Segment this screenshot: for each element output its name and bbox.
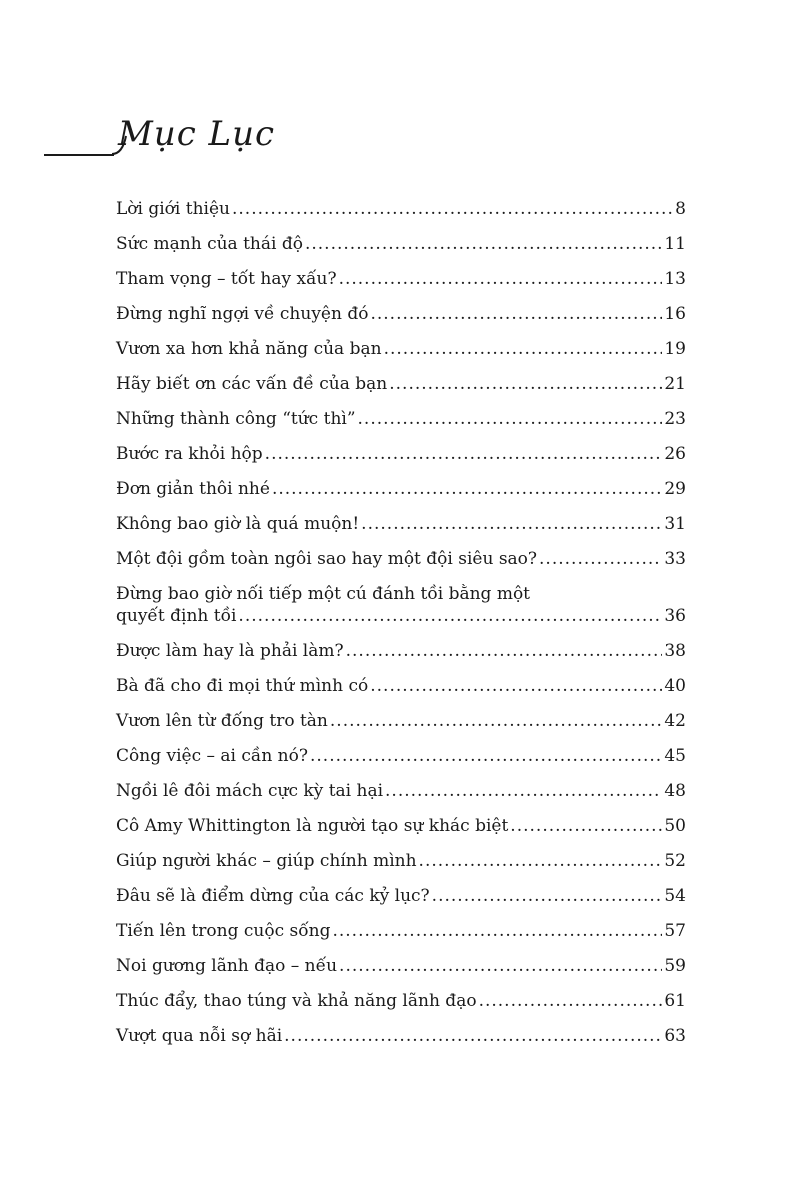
toc-entry-page: 57: [664, 921, 686, 941]
toc-entry-page: 48: [664, 781, 686, 801]
toc-entry[interactable]: [116, 675, 686, 710]
toc-entry-title: quyết định tồi: [116, 606, 237, 626]
toc-entry-page: 45: [664, 746, 686, 766]
toc-entry-title: Giúp người khác – giúp chính mình: [116, 851, 417, 871]
toc-entry[interactable]: [116, 780, 686, 815]
toc-entry-title: Tham vọng – tốt hay xấu?: [116, 269, 337, 289]
toc-entry-page: 11: [664, 234, 686, 254]
toc-entry[interactable]: [116, 815, 686, 850]
toc-entry-title: Lời giới thiệu: [116, 199, 230, 219]
leader-dots: [232, 198, 673, 220]
leader-dots: [310, 745, 662, 767]
toc-entry-title: Công việc – ai cần nó?: [116, 746, 308, 766]
leader-dots: [510, 815, 662, 837]
toc-entry-page: 13: [664, 269, 686, 289]
leader-dots: [284, 1025, 662, 1047]
toc-entry-page: 50: [664, 816, 686, 836]
toc-entry-page: 38: [664, 641, 686, 661]
toc-entry[interactable]: [116, 268, 686, 303]
toc-entry-page: 52: [664, 851, 686, 871]
leader-dots: [361, 513, 662, 535]
toc-entry-title-line1: Đừng bao giờ nối tiếp một cú đánh tồi bằng một: [116, 584, 531, 604]
leader-dots: [339, 955, 662, 977]
toc-entry[interactable]: [116, 548, 686, 583]
leader-dots: [419, 850, 663, 872]
toc-entry-title: Một đội gồm toàn ngôi sao hay một đội siêu sao?: [116, 549, 538, 569]
toc-entry[interactable]: [116, 338, 686, 373]
toc-entry[interactable]: [116, 1025, 686, 1060]
leader-dots: [332, 920, 662, 942]
toc-entry-page: 63: [664, 1026, 686, 1046]
toc-entry[interactable]: [116, 583, 686, 640]
toc-entry[interactable]: [116, 745, 686, 780]
leader-dots: [330, 710, 662, 732]
toc-entry[interactable]: [116, 233, 686, 268]
toc-entry-page: 26: [664, 444, 686, 464]
leader-dots: [432, 885, 663, 907]
toc-entry-page: 21: [664, 374, 686, 394]
toc-entry-page: 33: [664, 549, 686, 569]
toc-entry-title: Ngồi lê đôi mách cực kỳ tai hại: [116, 781, 384, 801]
toc-entry[interactable]: [116, 408, 686, 443]
toc-entry[interactable]: [116, 478, 686, 513]
toc-entry-page: 54: [664, 886, 686, 906]
toc-entry-page: 40: [664, 676, 686, 696]
toc-entry-title: Bà đã cho đi mọi thứ mình có: [116, 676, 369, 696]
toc-entry-page: 31: [664, 514, 686, 534]
toc-entry-title: Được làm hay là phải làm?: [116, 641, 344, 661]
toc-entry-title: Noi gương lãnh đạo – nếu: [116, 956, 338, 976]
toc-entry-title: Đừng nghĩ ngợi về chuyện đó: [116, 304, 369, 324]
toc-entry-title: Hãy biết ơn các vấn đề của bạn: [116, 374, 388, 394]
leader-dots: [370, 303, 662, 325]
toc-entry-title: Đâu sẽ là điểm dừng của các kỷ lục?: [116, 886, 430, 906]
toc-entry-title: Vươn xa hơn khả năng của bạn: [116, 339, 382, 359]
leader-dots: [238, 605, 662, 627]
leader-dots: [479, 990, 663, 1012]
leader-dots: [539, 548, 662, 570]
toc-entry-title: Tiến lên trong cuộc sống: [116, 921, 331, 941]
toc-entry-title: Những thành công “tức thì”: [116, 409, 356, 429]
page-title: [44, 112, 304, 172]
toc-entry-title: Đơn giản thôi nhé: [116, 479, 270, 499]
toc-entry[interactable]: [116, 513, 686, 548]
title-underline: [44, 154, 114, 156]
toc-entry[interactable]: [116, 990, 686, 1025]
toc-entry-page: 61: [664, 991, 686, 1011]
leader-dots: [370, 675, 662, 697]
toc-entry-title: Cô Amy Whittington là người tạo sự khác biệt: [116, 816, 509, 836]
toc-entry[interactable]: [116, 443, 686, 478]
toc-entry-page: 36: [664, 606, 686, 626]
toc-entry-page: 16: [664, 304, 686, 324]
toc-entry-title: Thúc đẩy, thao túng và khả năng lãnh đạo: [116, 991, 477, 1011]
leader-dots: [384, 338, 663, 360]
table-of-contents: [116, 198, 686, 1060]
toc-entry-title: Sức mạnh của thái độ: [116, 234, 303, 254]
toc-entry-page: 29: [664, 479, 686, 499]
toc-entry-page: 42: [664, 711, 686, 731]
leader-dots: [272, 478, 662, 500]
leader-dots: [389, 373, 662, 395]
toc-entry-page: 59: [664, 956, 686, 976]
leader-dots: [346, 640, 663, 662]
leader-dots: [385, 780, 662, 802]
toc-entry-page: 8: [675, 199, 686, 219]
toc-entry-page: 23: [664, 409, 686, 429]
title-text: Mục Lục: [118, 114, 276, 154]
leader-dots: [358, 408, 663, 430]
toc-entry-page: 19: [664, 339, 686, 359]
toc-entry[interactable]: [116, 955, 686, 990]
toc-entry[interactable]: [116, 198, 686, 233]
leader-dots: [339, 268, 663, 290]
leader-dots: [265, 443, 663, 465]
toc-entry[interactable]: [116, 373, 686, 408]
toc-entry-title: Không bao giờ là quá muộn!: [116, 514, 360, 534]
toc-entry[interactable]: [116, 885, 686, 920]
toc-entry[interactable]: [116, 640, 686, 675]
toc-entry[interactable]: [116, 920, 686, 955]
toc-entry-title: Bước ra khỏi hộp: [116, 444, 263, 464]
toc-entry-title: Vươn lên từ đống tro tàn: [116, 711, 328, 731]
toc-entry[interactable]: [116, 303, 686, 338]
toc-entry-title: Vượt qua nỗi sợ hãi: [116, 1026, 283, 1046]
leader-dots: [305, 233, 662, 255]
toc-entry[interactable]: [116, 850, 686, 885]
toc-entry[interactable]: [116, 710, 686, 745]
